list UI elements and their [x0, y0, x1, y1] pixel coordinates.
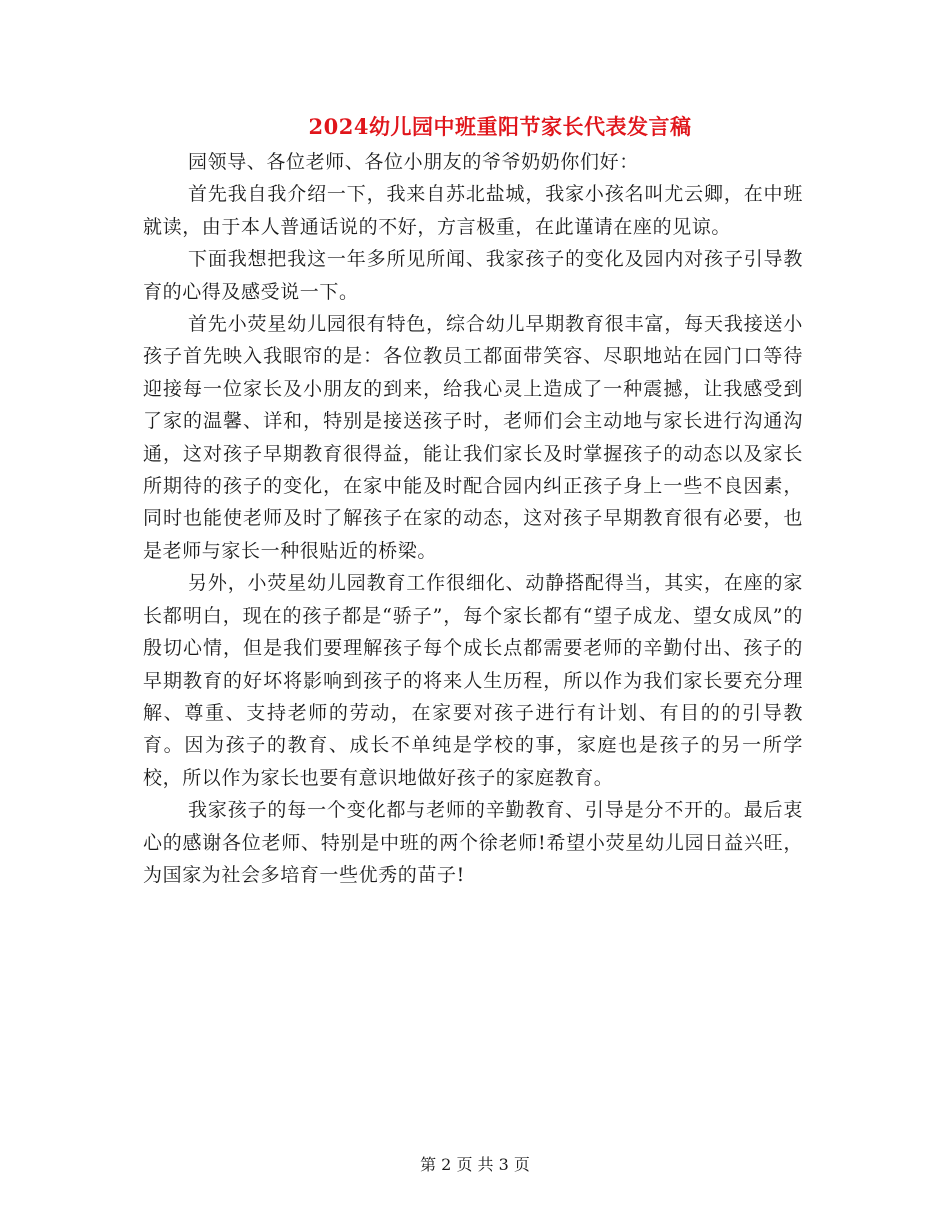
paragraph-purpose: 下面我想把我这一年多所见所闻、我家孩子的变化及园内对孩子引导教育的心得及感受说一下。	[143, 248, 803, 303]
paragraph-closing-thanks: 我家孩子的每一个变化都与老师的辛勤教育、引导是分不开的。最后衷心的感谢各位老师、特别是中班的两个徐老师!希望小荧星幼儿园日益兴旺，为国家为社会多培育一些优秀的苗子!	[143, 799, 803, 886]
document-title: 2024幼儿园中班重阳节家长代表发言稿	[308, 114, 692, 139]
paragraph-introduction: 首先我自我介绍一下，我来自苏北盐城，我家小孩名叫尤云卿，在中班就读，由于本人普通话说的不好，方言极重，在此谨请在座的见谅。	[143, 183, 803, 238]
paragraph-education-work: 另外，小荧星幼儿园教育工作很细化、动静搭配得当，其实，在座的家长都明白，现在的孩子都是“骄子”，每个家长都有“望子成龙、望女成凤”的殷切心情，但是我们要理解孩子每个成长点都需要老师的辛勤付出、孩子的早期教育的好坏将影响到孩子的将来人生历程，所以作为我们家长要充分理解、尊重、支持老师的劳动，在家要对孩子进行有计划、有目的的引导教育。因为孩子的教育、成长不单纯是学校的事，家庭也是孩子的另一所学校，所以作为家长也要有意识地做好孩子的家庭教育。	[143, 572, 803, 789]
paragraph-kindergarten-features: 首先小荧星幼儿园很有特色，综合幼儿早期教育很丰富，每天我接送小孩子首先映入我眼帘的是：各位教员工都面带笑容、尽职地站在园门口等待迎接每一位家长及小朋友的到来，给我心灵上造成了一种震撼，让我感受到了家的温馨、详和，特别是接送孩子时，老师们会主动地与家长进行沟通沟通，这对孩子早期教育很得益，能让我们家长及时掌握孩子的动态以及家长所期待的孩子的变化，在家中能及时配合园内纠正孩子身上一些不良因素，同时也能使老师及时了解孩子在家的动态，这对孩子早期教育很有必要，也是老师与家长一种很贴近的桥梁。	[143, 313, 803, 562]
paragraph-greeting: 园领导、各位老师、各位小朋友的爷爷奶奶你们好：	[188, 151, 639, 173]
document-body	[143, 146, 803, 891]
page-number-footer: 第 2 页 共 3 页	[420, 1155, 530, 1174]
